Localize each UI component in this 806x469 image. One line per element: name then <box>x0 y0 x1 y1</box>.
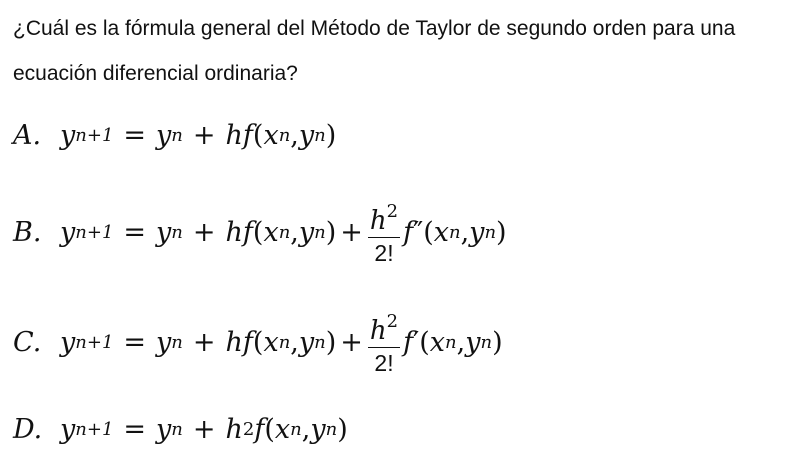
option-a-formula: y n+1 = y n + h f ( x n , y n ) <box>60 119 337 151</box>
option-a-letter: A. <box>13 119 42 151</box>
option-b[interactable] <box>13 192 793 272</box>
option-d-letter: D. <box>13 413 43 445</box>
option-c-letter: C. <box>13 326 42 358</box>
option-c[interactable] <box>13 302 793 382</box>
option-d-formula: y n+1 = y n + h 2 f ( x n , y n ) <box>60 413 348 445</box>
option-b-fraction: $\frac{h^2}{2!}$ <box>369 201 399 266</box>
question-line-2: ecuación diferencial ordinaria? <box>13 62 298 85</box>
option-b-letter: B. <box>13 216 42 248</box>
option-d[interactable] <box>13 389 793 469</box>
option-c-formula: y n+1 = y n + h f ( x n , y n ) + $\frac{h^2}{2!}$ f ′ ( x n , y n ) <box>60 306 503 378</box>
option-c-fraction: $\frac{h^2}{2!}$ <box>369 311 399 376</box>
question-text <box>13 6 803 96</box>
option-b-formula: y n+1 = y n + h f ( x n , y n ) + $\frac{h^2}{2!}$ f ″ ( x n , y n ) <box>60 196 507 268</box>
question-line-1: ¿Cuál es la fórmula general del Método de Taylor de segundo orden para una <box>13 17 736 40</box>
option-a[interactable] <box>13 95 793 175</box>
